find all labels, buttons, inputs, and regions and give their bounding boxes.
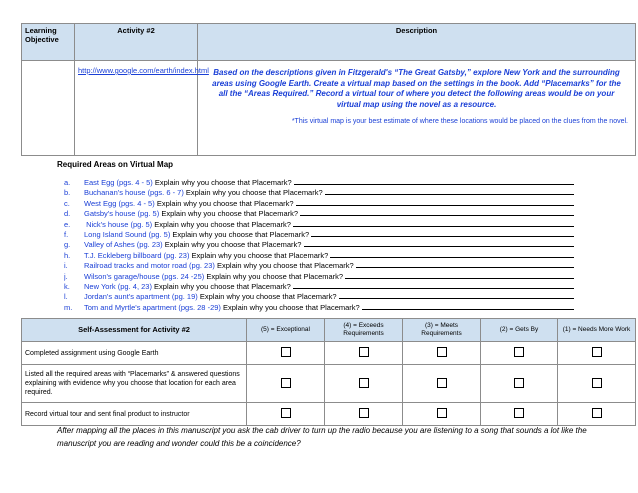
required-area-item (64, 208, 624, 218)
required-area-item (64, 302, 624, 312)
required-area-item (64, 260, 624, 270)
required-area-letter: a. (64, 178, 71, 187)
closing-prompt: After mapping all the places in this manuscript you ask the cab driver to turn up the radio because you are listening to a song that sounds a lot like the manuscript you are reading and wonder could this be a coincidence? (57, 426, 587, 448)
required-area-letter: h. (64, 250, 71, 260)
rating-checkbox[interactable] (437, 408, 447, 418)
required-area-question: Explain why you choose that Placemark? (152, 219, 294, 229)
required-area-item (64, 281, 624, 291)
description-cell (198, 61, 636, 156)
required-area-letter: k. (64, 281, 70, 291)
required-area-question: Explain why you choose that Placemark? (220, 302, 362, 312)
answer-line[interactable] (294, 177, 574, 185)
rating-checkbox[interactable] (592, 378, 602, 388)
required-area-question: Explain why you choose that Placemark? (204, 271, 346, 281)
scale-exceptional: (5) = Exceptional (247, 319, 325, 342)
answer-line[interactable] (339, 291, 574, 299)
required-area-place: Railroad tracks and motor road (pg. 23) (84, 261, 215, 271)
required-area-question: Explain why you choose that Placemark? (189, 250, 331, 260)
criterion-row (22, 403, 636, 426)
rating-checkbox[interactable] (514, 378, 524, 388)
rating-checkbox[interactable] (437, 378, 447, 388)
activity-table (21, 23, 636, 156)
required-area-letter: j. (64, 271, 68, 281)
criterion-row (22, 365, 636, 403)
required-area-letter: c. (64, 198, 70, 208)
required-area-question: Explain why you choose that Placemark? (170, 229, 312, 239)
required-area-question: Explain why you choose that Placemark? (162, 240, 304, 250)
required-areas-title: Required Areas on Virtual Map (57, 160, 174, 169)
required-area-place: Nick's house (pg. 5) (84, 219, 153, 229)
rating-checkbox[interactable] (359, 347, 369, 357)
criterion-label: Listed all the required areas with “Placemarks” & answered questions explaining with evidence why you choose that location for each area required. (22, 365, 247, 403)
answer-line[interactable] (330, 250, 574, 258)
answer-line[interactable] (293, 219, 574, 227)
required-area-item (64, 291, 624, 301)
rating-checkbox[interactable] (281, 408, 291, 418)
required-area-place: Valley of Ashes (pg. 23) (84, 240, 163, 250)
answer-line[interactable] (293, 281, 574, 289)
self-assessment-header (22, 319, 636, 342)
required-area-place: T.J. Eckleberg billboard (pg. 23) (84, 250, 190, 260)
rating-checkbox[interactable] (359, 408, 369, 418)
required-area-item (64, 219, 624, 229)
google-earth-link[interactable]: http://www.google.com/earth/index.html (78, 66, 209, 75)
scale-needs-work: (1) = Needs More Work (558, 319, 636, 342)
rating-checkbox[interactable] (592, 408, 602, 418)
required-area-place: Tom and Myrtle's apartment (pgs. 28 -29) (84, 302, 221, 312)
answer-line[interactable] (304, 239, 574, 247)
required-area-item (64, 239, 624, 249)
learning-objective-header: Learning Objective (22, 24, 75, 61)
required-area-item (64, 187, 624, 197)
required-area-letter: i. (64, 261, 68, 271)
scale-exceeds: (4) = Exceeds Requirements (325, 319, 403, 342)
required-area-item (64, 198, 624, 208)
required-area-question: Explain why you choose that Placemark? (214, 261, 356, 271)
answer-line[interactable] (296, 198, 574, 206)
required-area-question: Explain why you choose that Placemark? (183, 188, 325, 198)
rating-checkbox[interactable] (281, 378, 291, 388)
activity-table-header (22, 24, 636, 61)
rating-checkbox[interactable] (514, 408, 524, 418)
required-area-letter: f. (64, 229, 69, 239)
required-area-letter: e. (64, 219, 71, 229)
required-area-item (64, 229, 624, 239)
self-assessment-title: Self-Assessment for Activity #2 (22, 319, 247, 342)
scale-gets-by: (2) = Gets By (481, 319, 558, 342)
required-area-letter: g. (64, 240, 71, 250)
required-area-letter: d. (64, 209, 71, 219)
criterion-label: Completed assignment using Google Earth (22, 342, 247, 365)
required-area-item (64, 250, 624, 260)
rating-checkbox[interactable] (592, 347, 602, 357)
activity-description: Based on the descriptions given in Fitzgerald's “The Great Gatsby,” explore New York and the surrounding areas using Google Earth. Create a virtual map based on the settings in the book. Add “Placemarks” for the all the “Areas Required.” Record a virtual tour of where you detect the following areas would be on your virtual map using the novel as a resource. (212, 68, 621, 109)
required-area-question: Explain why you choose that Placemark? (154, 198, 296, 208)
criterion-row (22, 342, 636, 365)
answer-line[interactable] (311, 229, 574, 237)
answer-line[interactable] (325, 187, 574, 195)
activity-note: *This virtual map is your best estimate of where these locations would be placed on the clues from the novel. (291, 118, 628, 125)
required-area-question: Explain why you choose that Placemark? (151, 281, 293, 291)
activity-table-row (22, 61, 636, 156)
required-areas-list (64, 177, 624, 312)
answer-line[interactable] (345, 271, 574, 279)
required-area-place: West Egg (pgs. 4 - 5) (84, 198, 155, 208)
rating-checkbox[interactable] (359, 378, 369, 388)
required-area-place: Gatsby's house (pg. 5) (84, 209, 160, 219)
scale-meets: (3) = Meets Requirements (403, 319, 481, 342)
required-area-question: Explain why you choose that Placemark? (159, 209, 301, 219)
description-header: Description (198, 24, 636, 61)
self-assessment-table (21, 318, 636, 426)
required-area-question: Explain why you choose that Placemark? (152, 178, 294, 187)
answer-line[interactable] (356, 260, 574, 268)
activity-cell (75, 61, 209, 156)
learning-objective-cell (22, 61, 75, 156)
rating-checkbox[interactable] (281, 347, 291, 357)
activity-header: Activity #2 (75, 24, 198, 61)
required-area-letter: l. (64, 292, 68, 302)
required-area-place: East Egg (pgs. 4 - 5) (84, 178, 153, 187)
criterion-label: Record virtual tour and sent final product to instructor (22, 403, 247, 426)
required-area-place: New York (pg. 4, 23) (84, 281, 152, 291)
required-area-place: Jordan's aunt's apartment (pg. 19) (84, 292, 198, 302)
rating-checkbox[interactable] (514, 347, 524, 357)
required-area-place: Wilson's garage/house (pgs. 24 -25) (84, 271, 205, 281)
required-area-place: Long Island Sound (pg. 5) (84, 229, 171, 239)
required-area-letter: m. (64, 302, 73, 312)
rating-checkbox[interactable] (437, 347, 447, 357)
required-area-place: Buchanan's house (pgs. 6 - 7) (84, 188, 184, 198)
required-area-question: Explain why you choose that Placemark? (197, 292, 339, 302)
required-area-letter: b. (64, 188, 71, 198)
answer-line[interactable] (362, 302, 574, 310)
required-area-item (64, 271, 624, 281)
required-area-item (64, 177, 624, 187)
answer-line[interactable] (300, 208, 574, 216)
